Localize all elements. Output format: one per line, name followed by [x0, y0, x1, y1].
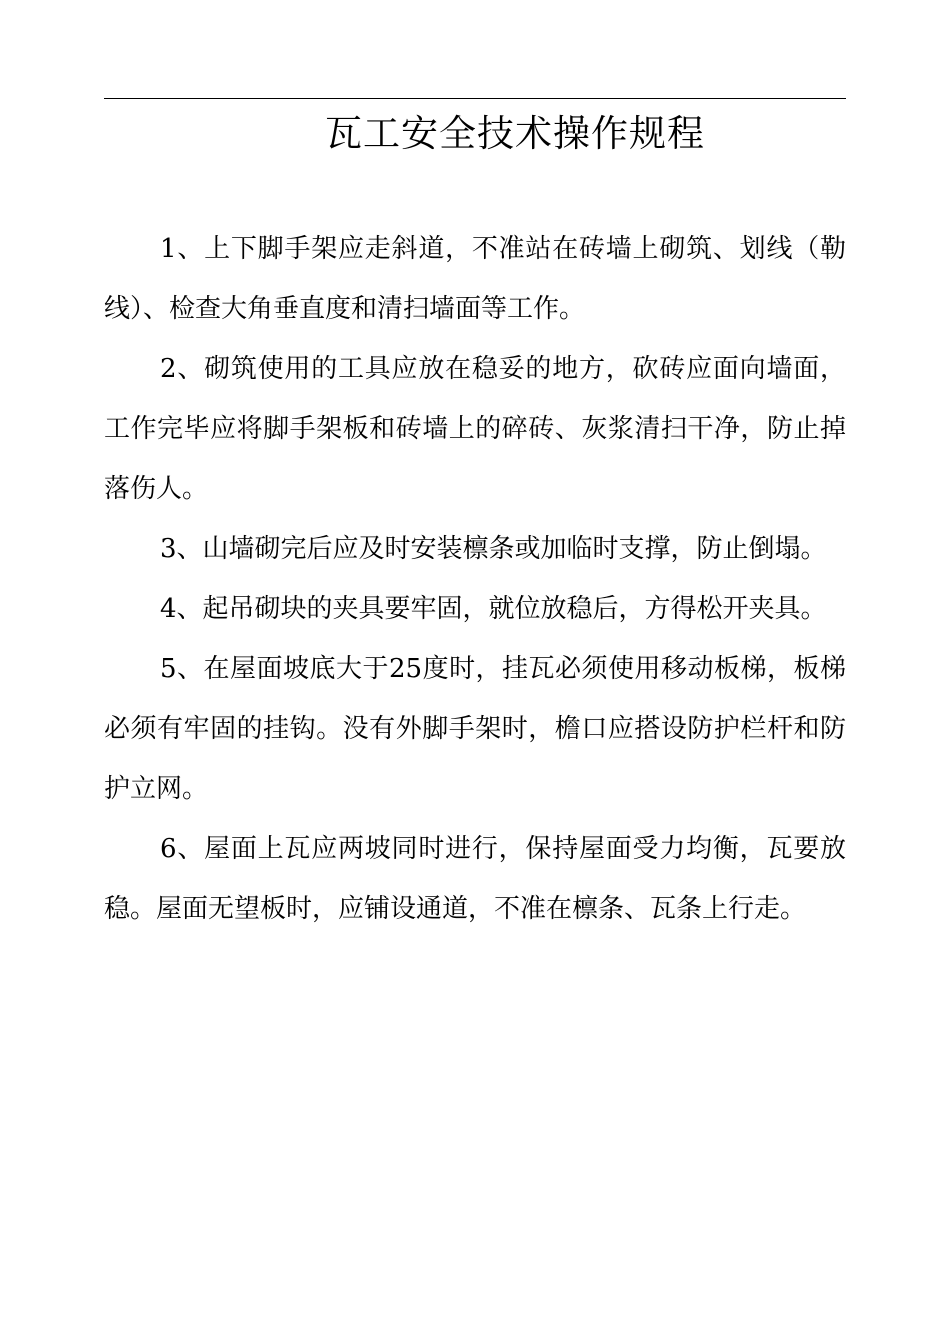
rule-paragraph-6: 6、屋面上瓦应两坡同时进行，保持屋面受力均衡，瓦要放稳。屋面无望板时，应铺设通道，不准在檩条、瓦条上行走。 — [104, 834, 846, 924]
document-title: 瓦工安全技术操作规程 — [325, 112, 705, 155]
document-body — [104, 219, 846, 939]
rule-paragraph-2: 2、砌筑使用的工具应放在稳妥的地方，砍砖应面向墙面，工作完毕应将脚手架板和砖墙上的碎砖、灰浆清扫干净，防止掉落伤人。 — [104, 354, 846, 504]
rule-paragraph-5: 5、在屋面坡底大于25度时，挂瓦必须使用移动板梯，板梯必须有牢固的挂钩。没有外脚手架时，檐口应搭设防护栏杆和防护立网。 — [104, 654, 846, 804]
rule-paragraph-3: 3、山墙砌完后应及时安装檩条或加临时支撑，防止倒塌。 — [160, 534, 827, 564]
header-rule — [104, 98, 846, 99]
rule-paragraph-4: 4、起吊砌块的夹具要牢固，就位放稳后，方得松开夹具。 — [160, 594, 827, 624]
rule-paragraph-1: 1、上下脚手架应走斜道，不准站在砖墙上砌筑、划线（勒线）、检查大角垂直度和清扫墙面等工作。 — [104, 234, 846, 324]
